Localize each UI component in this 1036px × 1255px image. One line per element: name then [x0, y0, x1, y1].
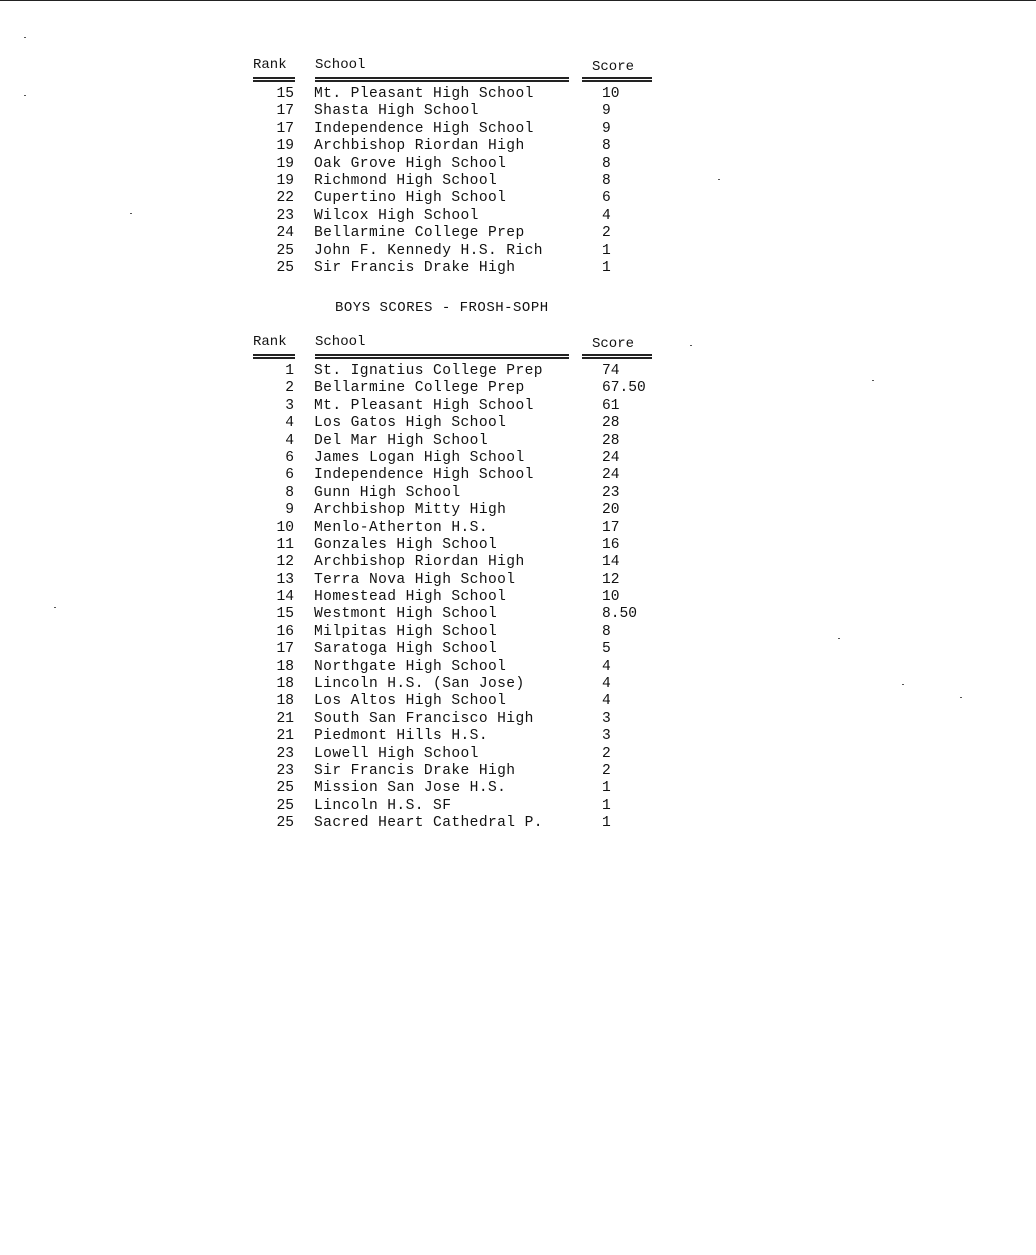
school-cell: Mt. Pleasant High School — [314, 86, 534, 102]
rank-cell: 9 — [285, 502, 294, 519]
page-top-edge — [0, 0, 1036, 1]
rank-cell: 19 — [276, 155, 294, 172]
rank-header: Rank — [253, 57, 287, 73]
table-row — [250, 520, 670, 537]
scores-table-varsity — [250, 57, 670, 277]
table-row — [250, 103, 670, 120]
score-cell: 8 — [602, 138, 611, 155]
school-cell: Northgate High School — [314, 658, 507, 675]
school-cell: Menlo-Atherton H.S. — [314, 519, 488, 536]
rank-cell: 25 — [276, 797, 294, 814]
score-cell: 17 — [602, 519, 620, 536]
school-cell: Bellarmine College Prep — [314, 380, 525, 397]
table-row — [250, 260, 670, 277]
score-cell: 4 — [602, 658, 611, 675]
scan-speck — [718, 179, 720, 180]
school-cell: Los Altos High School — [314, 693, 507, 710]
school-header: School — [315, 334, 366, 350]
score-cell: 9 — [602, 120, 611, 137]
table-row — [250, 450, 670, 467]
scan-speck — [872, 380, 874, 381]
table-header — [250, 57, 670, 74]
rank-cell: 23 — [276, 745, 294, 762]
table-row — [250, 138, 670, 155]
table-row — [250, 676, 670, 693]
table-row — [250, 86, 670, 103]
rank-cell: 17 — [276, 641, 294, 658]
rank-cell: 18 — [276, 676, 294, 693]
table-row — [250, 693, 670, 710]
table-row — [250, 502, 670, 519]
rank-header: Rank — [253, 334, 287, 350]
rank-cell: 3 — [285, 397, 294, 414]
school-cell: Mt. Pleasant High School — [314, 397, 534, 414]
table-row — [250, 173, 670, 190]
score-cell: 1 — [602, 815, 611, 832]
school-cell: Saratoga High School — [314, 641, 498, 658]
table-row — [250, 537, 670, 554]
rank-cell: 21 — [276, 710, 294, 727]
table-row — [250, 746, 670, 763]
score-cell: 5 — [602, 641, 611, 658]
rank-cell: 19 — [276, 172, 294, 189]
scan-speck — [902, 684, 904, 685]
score-cell: 28 — [602, 415, 620, 432]
scan-speck — [960, 697, 962, 698]
table-row — [250, 711, 670, 728]
score-cell: 16 — [602, 536, 620, 553]
score-cell: 4 — [602, 676, 611, 693]
score-cell: 10 — [602, 589, 620, 606]
school-cell: Lowell High School — [314, 745, 479, 762]
rank-cell: 14 — [276, 589, 294, 606]
rank-cell: 10 — [276, 519, 294, 536]
rank-cell: 21 — [276, 728, 294, 745]
rank-cell: 18 — [276, 693, 294, 710]
score-cell: 8 — [602, 172, 611, 189]
score-cell: 9 — [602, 103, 611, 120]
rank-underline — [253, 77, 295, 82]
rank-cell: 12 — [276, 554, 294, 571]
rank-cell: 8 — [285, 484, 294, 501]
table-row — [250, 243, 670, 260]
header-underline — [250, 351, 670, 363]
rank-cell: 6 — [285, 449, 294, 466]
table-row — [250, 624, 670, 641]
rank-cell: 25 — [276, 242, 294, 259]
school-cell: Richmond High School — [314, 172, 498, 189]
school-cell: Independence High School — [314, 120, 534, 137]
school-cell: Archbishop Mitty High — [314, 502, 507, 519]
score-cell: 23 — [602, 484, 620, 501]
rank-cell: 2 — [285, 380, 294, 397]
rank-cell: 25 — [276, 259, 294, 276]
school-cell: Independence High School — [314, 467, 534, 484]
scan-speck — [24, 37, 26, 38]
score-cell: 2 — [602, 762, 611, 779]
school-cell: John F. Kennedy H.S. Rich — [314, 242, 543, 259]
rank-cell: 25 — [276, 780, 294, 797]
school-underline — [315, 354, 569, 359]
rank-cell: 16 — [276, 623, 294, 640]
rank-cell: 19 — [276, 138, 294, 155]
rank-cell: 23 — [276, 207, 294, 224]
school-cell: Sacred Heart Cathedral P. — [314, 815, 543, 832]
school-cell: Del Mar High School — [314, 432, 488, 449]
rank-cell: 17 — [276, 120, 294, 137]
score-header: Score — [592, 59, 635, 75]
table-row — [250, 380, 670, 397]
table-row — [250, 485, 670, 502]
table-row — [250, 398, 670, 415]
score-cell: 4 — [602, 207, 611, 224]
school-cell: Sir Francis Drake High — [314, 259, 516, 276]
rank-cell: 15 — [276, 86, 294, 102]
school-cell: Archbishop Riordan High — [314, 138, 525, 155]
school-cell: Gunn High School — [314, 484, 461, 501]
score-cell: 12 — [602, 571, 620, 588]
score-cell: 4 — [602, 693, 611, 710]
score-cell: 8 — [602, 623, 611, 640]
table-row — [250, 780, 670, 797]
score-cell: 74 — [602, 363, 620, 379]
school-cell: Wilcox High School — [314, 207, 479, 224]
table-row — [250, 467, 670, 484]
rank-cell: 18 — [276, 658, 294, 675]
school-cell: Gonzales High School — [314, 536, 498, 553]
table-row — [250, 572, 670, 589]
rank-cell: 13 — [276, 571, 294, 588]
score-cell: 61 — [602, 397, 620, 414]
score-cell: 14 — [602, 554, 620, 571]
score-header: Score — [592, 336, 635, 352]
score-cell: 2 — [602, 745, 611, 762]
school-cell: Mission San Jose H.S. — [314, 780, 507, 797]
table-row — [250, 190, 670, 207]
rank-cell: 15 — [276, 606, 294, 623]
school-cell: Oak Grove High School — [314, 155, 507, 172]
table-row — [250, 815, 670, 832]
school-cell: Piedmont Hills H.S. — [314, 728, 488, 745]
school-cell: Shasta High School — [314, 103, 479, 120]
school-cell: Archbishop Riordan High — [314, 554, 525, 571]
school-cell: Los Gatos High School — [314, 415, 507, 432]
score-cell: 1 — [602, 259, 611, 276]
school-cell: Westmont High School — [314, 606, 498, 623]
score-cell: 1 — [602, 780, 611, 797]
table-row — [250, 763, 670, 780]
score-cell: 1 — [602, 242, 611, 259]
rank-underline — [253, 354, 295, 359]
table-row — [250, 433, 670, 450]
table-row — [250, 798, 670, 815]
score-underline — [582, 354, 652, 359]
score-cell: 8 — [602, 155, 611, 172]
table-row — [250, 363, 670, 380]
score-cell: 20 — [602, 502, 620, 519]
score-cell: 8.50 — [602, 606, 638, 623]
school-cell: St. Ignatius College Prep — [314, 363, 543, 379]
school-cell: Terra Nova High School — [314, 571, 516, 588]
rank-cell: 11 — [276, 536, 294, 553]
table-row — [250, 554, 670, 571]
table-row — [250, 121, 670, 138]
table-row — [250, 156, 670, 173]
table-row — [250, 728, 670, 745]
scan-speck — [130, 213, 132, 214]
header-underline — [250, 74, 670, 86]
scan-speck — [690, 345, 692, 346]
rank-cell: 17 — [276, 103, 294, 120]
rank-cell: 4 — [285, 432, 294, 449]
school-cell: Sir Francis Drake High — [314, 762, 516, 779]
score-cell: 3 — [602, 710, 611, 727]
table-row — [250, 208, 670, 225]
table-row — [250, 415, 670, 432]
score-cell: 3 — [602, 728, 611, 745]
score-cell: 2 — [602, 225, 611, 242]
scan-speck — [24, 95, 26, 96]
section-title: BOYS SCORES - FROSH-SOPH — [335, 300, 549, 316]
table-row — [250, 659, 670, 676]
school-cell: Milpitas High School — [314, 623, 498, 640]
scores-table-frosh-soph — [250, 334, 670, 833]
rank-cell: 4 — [285, 415, 294, 432]
score-cell: 10 — [602, 86, 620, 102]
score-cell: 1 — [602, 797, 611, 814]
table-row — [250, 606, 670, 623]
table-row — [250, 641, 670, 658]
score-underline — [582, 77, 652, 82]
score-cell: 67.50 — [602, 380, 646, 397]
school-header: School — [315, 57, 366, 73]
school-cell: James Logan High School — [314, 449, 525, 466]
school-cell: Cupertino High School — [314, 190, 507, 207]
school-cell: Bellarmine College Prep — [314, 225, 525, 242]
rank-cell: 25 — [276, 815, 294, 832]
school-cell: Lincoln H.S. (San Jose) — [314, 676, 525, 693]
scan-speck — [54, 607, 56, 608]
school-cell: Homestead High School — [314, 589, 507, 606]
rank-cell: 6 — [285, 467, 294, 484]
score-cell: 6 — [602, 190, 611, 207]
table-body — [250, 86, 670, 277]
score-cell: 24 — [602, 449, 620, 466]
table-header — [250, 334, 670, 351]
rank-cell: 24 — [276, 225, 294, 242]
score-cell: 24 — [602, 467, 620, 484]
score-cell: 28 — [602, 432, 620, 449]
school-underline — [315, 77, 569, 82]
rank-cell: 23 — [276, 762, 294, 779]
rank-cell: 22 — [276, 190, 294, 207]
rank-cell: 1 — [285, 363, 294, 379]
scan-speck — [838, 638, 840, 639]
table-row — [250, 225, 670, 242]
school-cell: Lincoln H.S. SF — [314, 797, 452, 814]
table-body — [250, 363, 670, 833]
school-cell: South San Francisco High — [314, 710, 534, 727]
table-row — [250, 589, 670, 606]
